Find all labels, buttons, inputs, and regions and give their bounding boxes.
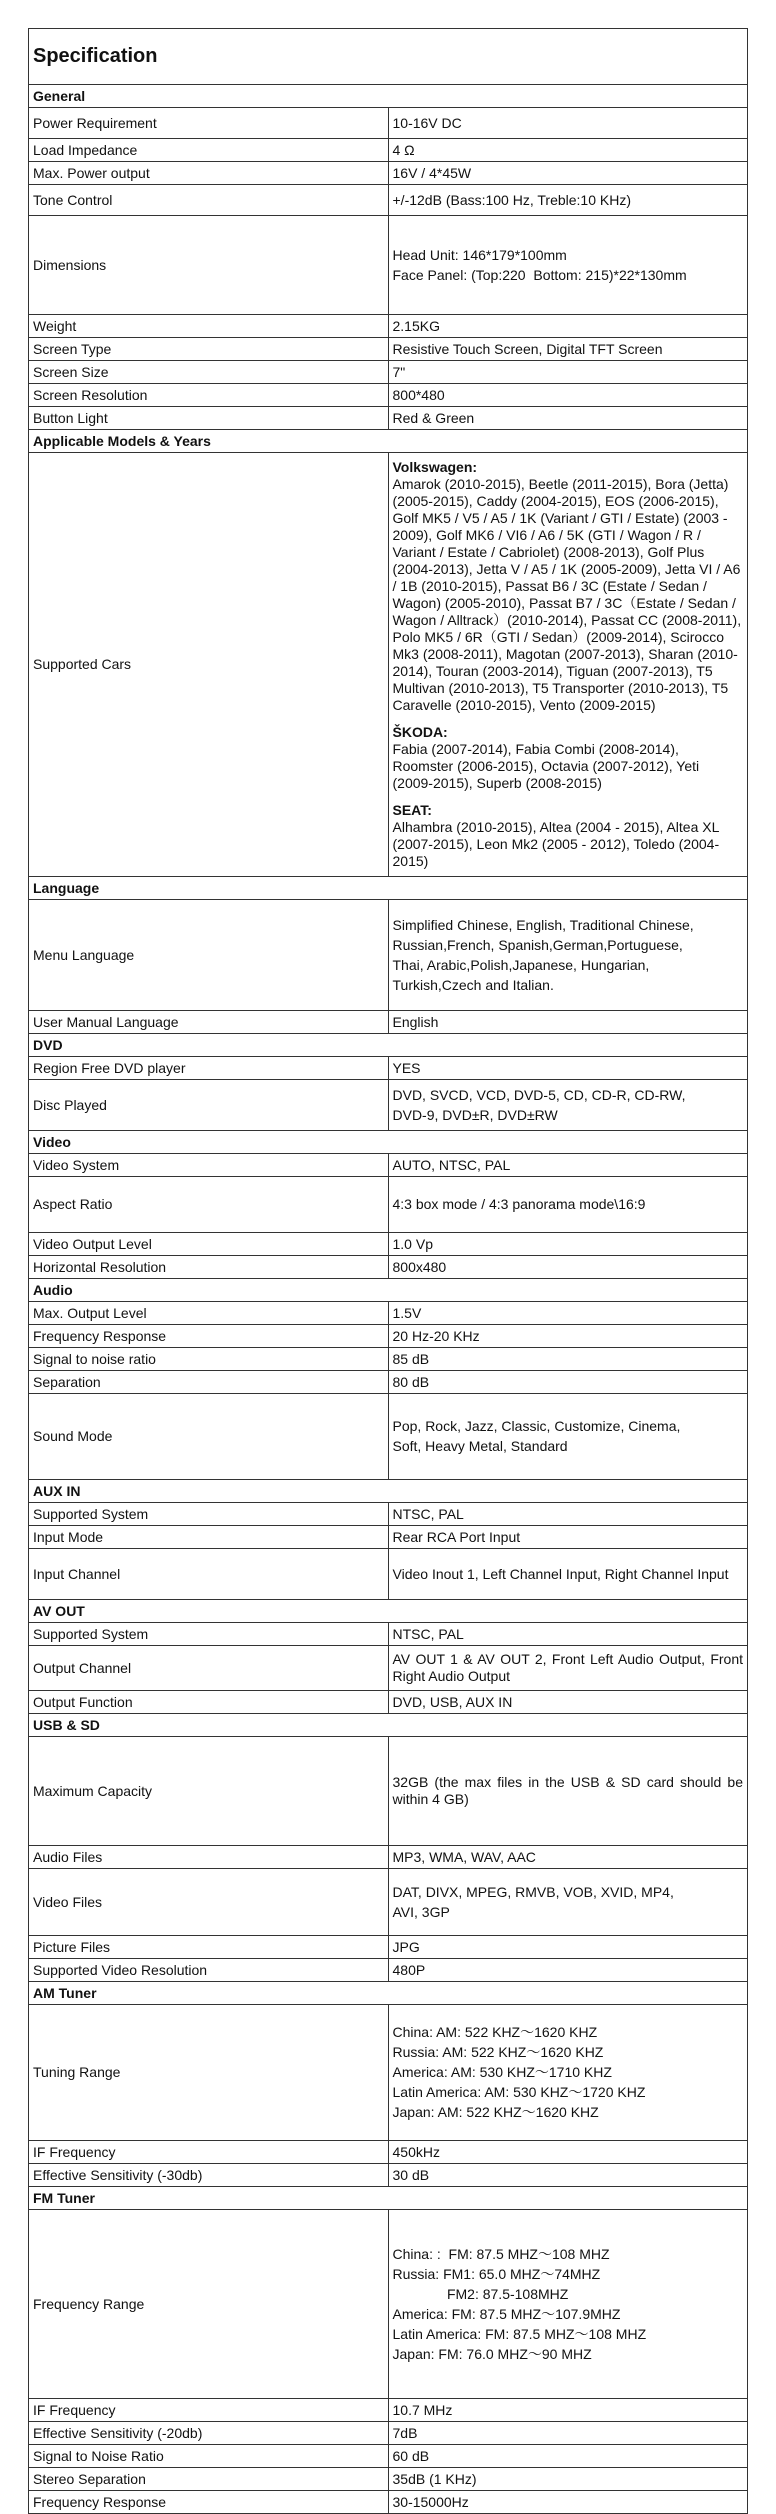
- spec-value-line: Soft, Heavy Metal, Standard: [392, 1438, 568, 1454]
- section-heading: Video: [29, 1131, 748, 1154]
- spec-value: [388, 1011, 748, 1034]
- spec-value-line: AVI, 3GP: [392, 1903, 450, 1920]
- spec-label: Separation: [29, 1371, 389, 1394]
- spec-row: [29, 185, 748, 216]
- spec-label: Screen Resolution: [29, 384, 389, 407]
- spec-row: [29, 108, 748, 139]
- spec-row: [29, 2468, 748, 2491]
- spec-row: [29, 453, 748, 877]
- spec-value: [388, 1623, 748, 1646]
- spec-label: Input Mode: [29, 1526, 389, 1549]
- spec-value: [388, 1080, 748, 1131]
- spec-value-line: 800x480: [392, 1258, 447, 1275]
- spec-row: [29, 1549, 748, 1600]
- spec-value-line: 60 dB: [392, 2447, 430, 2464]
- spec-label: Disc Played: [29, 1080, 389, 1131]
- spec-value-line: 7dB: [392, 2424, 418, 2441]
- spec-value-line: Pop, Rock, Jazz, Classic, Customize, Cinema,: [392, 1418, 681, 1434]
- section-row: [29, 1600, 748, 1623]
- section-heading: AUX IN: [29, 1480, 748, 1503]
- spec-label: Frequency Response: [29, 2491, 389, 2514]
- spec-value-line: Red & Green: [392, 409, 475, 426]
- spec-row: [29, 1691, 748, 1714]
- spec-value: [388, 1325, 748, 1348]
- spec-value-line: China: AM: 522 KHZ～1620 KHZ: [392, 2024, 598, 2040]
- spec-value-line: JPG: [392, 1938, 420, 1955]
- spec-row: [29, 1302, 748, 1325]
- spec-value-line: 85 dB: [392, 1350, 430, 1367]
- spec-value-line: Russia: AM: 522 KHZ～1620 KHZ: [392, 2044, 604, 2060]
- spec-value-line: English: [392, 1013, 439, 1030]
- car-model-list: Amarok (2010-2015), Beetle (2011-2015), Bora (Jetta) (2005-2015), Caddy (2004-2015), EOS (2006-2015), Golf MK5 / V5 / A5 / 1K (Variant / GTI / Estate) (2003 - 2009), Golf MK6 / VI6 / A6 / 5K (GTI / Wagon / R / Variant / Estate / Cabriolet) (2008-2013), Golf Plus (2004-2013), Jetta V / A5 / 1K (2005-2009), Jetta VI / A6 / 1B (2010-2015), Passat B6 / 3C (Estate / Sedan / Wagon) (2005-2010), Passat B7 / 3C（Estate / Sedan / Wagon / Alltrack）(2010-2014), Passat CC (2008-2011), Polo MK5 / 6R（GTI / Sedan）(2009-2014), Scirocco Mk3 (2008-2011), Magotan (2007-2013), Sharan (2010-2014), Touran (2003-2014), Tiguan (2007-2013), T5 Multivan (2010-2013), T5 Transporter (2010-2013), T5 Caravelle (2010-2015), Vento (2009-2015): [392, 476, 742, 713]
- spec-value: [388, 2164, 748, 2187]
- spec-value-line: Face Panel: (Top:220 Bottom: 215)*22*130mm: [392, 266, 687, 283]
- spec-value: [388, 361, 748, 384]
- spec-label: Signal to Noise Ratio: [29, 2445, 389, 2468]
- spec-value: [388, 2422, 748, 2445]
- spec-value-line: Japan: FM: 76.0 MHZ～90 MHZ: [392, 2345, 592, 2362]
- spec-row: [29, 1057, 748, 1080]
- spec-row: [29, 1371, 748, 1394]
- spec-value: [388, 162, 748, 185]
- car-brand: SEAT:: [392, 802, 432, 818]
- spec-row: [29, 384, 748, 407]
- spec-value-line: 32GB (the max files in the USB & SD card should be within 4 GB): [392, 1774, 743, 1807]
- spec-row: [29, 1348, 748, 1371]
- spec-value-line: DVD, USB, AUX IN: [392, 1693, 513, 1710]
- spec-label: Load Impedance: [29, 139, 389, 162]
- section-heading: Applicable Models & Years: [29, 430, 748, 453]
- section-row: [29, 2187, 748, 2210]
- spec-label: Effective Sensitivity (-30db): [29, 2164, 389, 2187]
- spec-value: [388, 1869, 748, 1936]
- spec-value-line: 2.15KG: [392, 317, 440, 334]
- spec-row: [29, 2445, 748, 2468]
- spec-value: [388, 1256, 748, 1279]
- spec-value-line: MP3, WMA, WAV, AAC: [392, 1848, 536, 1865]
- spec-row: [29, 1080, 748, 1131]
- spec-label: Supported System: [29, 1503, 389, 1526]
- spec-label: Stereo Separation: [29, 2468, 389, 2491]
- spec-value: [388, 1177, 748, 1233]
- spec-row: [29, 315, 748, 338]
- spec-value: [388, 900, 748, 1011]
- spec-label: Supported System: [29, 1623, 389, 1646]
- spec-row: [29, 216, 748, 315]
- spec-label: Region Free DVD player: [29, 1057, 389, 1080]
- spec-row: [29, 1325, 748, 1348]
- spec-label: Video System: [29, 1154, 389, 1177]
- section-row: [29, 1982, 748, 2005]
- spec-value-line: AV OUT 1 & AV OUT 2, Front Left Audio Output, Front Right Audio Output: [392, 1651, 743, 1684]
- section-heading: Audio: [29, 1279, 748, 1302]
- spec-value-line: Latin America: FM: 87.5 MHZ～108 MHZ: [392, 2325, 647, 2342]
- spec-value: [388, 2141, 748, 2164]
- spec-label: Supported Video Resolution: [29, 1959, 389, 1982]
- spec-label: IF Frequency: [29, 2399, 389, 2422]
- spec-value-line: 4 Ω: [392, 141, 415, 158]
- spec-label: Weight: [29, 315, 389, 338]
- spec-label: Frequency Range: [29, 2210, 389, 2399]
- spec-row: [29, 1526, 748, 1549]
- spec-value: [388, 1503, 748, 1526]
- spec-value: [388, 2210, 748, 2399]
- spec-value-line: Turkish,Czech and Italian.: [392, 976, 554, 993]
- spec-value: [388, 1348, 748, 1371]
- spec-row: [29, 1233, 748, 1256]
- spec-label: Sound Mode: [29, 1394, 389, 1480]
- spec-value: [388, 1646, 748, 1691]
- spec-value: [388, 1057, 748, 1080]
- car-model-list: Alhambra (2010-2015), Altea (2004 - 2015), Altea XL (2007-2015), Leon Mk2 (2005 - 2012), Toledo (2004-2015): [392, 819, 720, 869]
- spec-value: [388, 2399, 748, 2422]
- spec-value: [388, 315, 748, 338]
- spec-row: [29, 1154, 748, 1177]
- spec-row: [29, 2141, 748, 2164]
- spec-row: [29, 1936, 748, 1959]
- spec-value: [388, 1691, 748, 1714]
- spec-value-line: 1.5V: [392, 1304, 422, 1321]
- spec-value-line: 800*480: [392, 386, 445, 403]
- spec-row: [29, 1177, 748, 1233]
- spec-row: [29, 2399, 748, 2422]
- spec-value: [388, 1737, 748, 1846]
- section-heading: General: [29, 85, 748, 108]
- spec-value-line: 480P: [392, 1961, 426, 1978]
- section-row: [29, 1480, 748, 1503]
- spec-value-line: Resistive Touch Screen, Digital TFT Screen: [392, 340, 663, 357]
- spec-value: [388, 2445, 748, 2468]
- spec-value-line: 450kHz: [392, 2143, 440, 2160]
- spec-label: Picture Files: [29, 1936, 389, 1959]
- spec-value: [388, 216, 748, 315]
- spec-value-line: 80 dB: [392, 1373, 430, 1390]
- spec-label: Frequency Response: [29, 1325, 389, 1348]
- section-row: [29, 1131, 748, 1154]
- spec-label: Signal to noise ratio: [29, 1348, 389, 1371]
- spec-value-line: +/-12dB (Bass:100 Hz, Treble:10 KHz): [392, 191, 631, 208]
- spec-value-line: Japan: AM: 522 KHZ～1620 KHZ: [392, 2104, 599, 2120]
- spec-label: Output Channel: [29, 1646, 389, 1691]
- spec-value: [388, 1549, 748, 1600]
- spec-label: Button Light: [29, 407, 389, 430]
- spec-value-line: NTSC, PAL: [392, 1625, 464, 1642]
- spec-value: [388, 2005, 748, 2141]
- spec-value: [388, 407, 748, 430]
- spec-value-line: 20 Hz-20 KHz: [392, 1327, 480, 1344]
- spec-row: [29, 1011, 748, 1034]
- spec-value-line: FM2: 87.5-108MHZ: [392, 2285, 569, 2302]
- title-row: [29, 29, 748, 85]
- spec-value: [388, 1846, 748, 1869]
- spec-value-line: 16V / 4*45W: [392, 164, 472, 181]
- spec-value: [388, 384, 748, 407]
- spec-value: [388, 1959, 748, 1982]
- spec-value-line: America: AM: 530 KHZ～1710 KHZ: [392, 2064, 612, 2080]
- spec-value: [388, 1302, 748, 1325]
- spec-label: Max. Power output: [29, 162, 389, 185]
- spec-value: [388, 1371, 748, 1394]
- section-heading: FM Tuner: [29, 2187, 748, 2210]
- spec-label: User Manual Language: [29, 1011, 389, 1034]
- spec-value-line: Rear RCA Port Input: [392, 1528, 521, 1545]
- section-heading: DVD: [29, 1034, 748, 1057]
- spec-value: [388, 1936, 748, 1959]
- spec-value-line: DVD, SVCD, VCD, DVD-5, CD, CD-R, CD-RW,: [392, 1086, 686, 1103]
- car-brand: ŠKODA:: [392, 724, 448, 740]
- spec-value-line: Russia: FM1: 65.0 MHZ～74MHZ: [392, 2265, 601, 2282]
- spec-label: Screen Type: [29, 338, 389, 361]
- spec-label: Screen Size: [29, 361, 389, 384]
- spec-label: Tuning Range: [29, 2005, 389, 2141]
- specification-table: [28, 28, 748, 2514]
- spec-row: [29, 162, 748, 185]
- spec-label: Supported Cars: [29, 453, 389, 877]
- spec-label: Horizontal Resolution: [29, 1256, 389, 1279]
- spec-value-line: Head Unit: 146*179*100mm: [392, 246, 567, 263]
- section-row: [29, 877, 748, 900]
- spec-row: [29, 2164, 748, 2187]
- spec-value: [388, 1154, 748, 1177]
- spec-row: [29, 1959, 748, 1982]
- spec-row: [29, 1869, 748, 1936]
- spec-label: Menu Language: [29, 900, 389, 1011]
- spec-value-line: 10-16V DC: [392, 114, 462, 131]
- spec-value: [388, 1233, 748, 1256]
- spec-label: Dimensions: [29, 216, 389, 315]
- spec-row: [29, 900, 748, 1011]
- spec-label: Maximum Capacity: [29, 1737, 389, 1846]
- spec-row: [29, 139, 748, 162]
- spec-value-line: Latin America: AM: 530 KHZ～1720 KHZ: [392, 2084, 646, 2100]
- section-row: [29, 1714, 748, 1737]
- section-heading: AM Tuner: [29, 1982, 748, 2005]
- spec-label: Tone Control: [29, 185, 389, 216]
- spec-value-line: DVD-9, DVD±R, DVD±RW: [392, 1106, 558, 1123]
- spec-value-line: NTSC, PAL: [392, 1505, 464, 1522]
- spec-label: Input Channel: [29, 1549, 389, 1600]
- spec-row: [29, 1646, 748, 1691]
- spec-row: [29, 1846, 748, 1869]
- spec-value: [388, 338, 748, 361]
- spec-value: [388, 185, 748, 216]
- spec-value-line: 4:3 box mode / 4:3 panorama mode\16:9: [392, 1196, 646, 1212]
- spec-value-line: DAT, DIVX, MPEG, RMVB, VOB, XVID, MP4,: [392, 1883, 674, 1900]
- spec-row: [29, 1623, 748, 1646]
- spec-value: [388, 108, 748, 139]
- spec-value-line: Thai, Arabic,Polish,Japanese, Hungarian,: [392, 956, 650, 973]
- spec-value: [388, 139, 748, 162]
- section-heading: AV OUT: [29, 1600, 748, 1623]
- spec-row: [29, 407, 748, 430]
- spec-label: Aspect Ratio: [29, 1177, 389, 1233]
- spec-value-line: Russian,French, Spanish,German,Portuguese,: [392, 936, 683, 953]
- section-row: [29, 1279, 748, 1302]
- spec-row: [29, 338, 748, 361]
- spec-value: [388, 2491, 748, 2514]
- spec-value-line: Video Inout 1, Left Channel Input, Right Channel Input: [392, 1565, 729, 1582]
- car-model-list: Fabia (2007-2014), Fabia Combi (2008-2014), Roomster (2006-2015), Octavia (2007-2012), Yeti (2009-2015), Superb (2008-2015): [392, 741, 700, 791]
- spec-value-line: 30-15000Hz: [392, 2493, 469, 2510]
- spec-row: [29, 1256, 748, 1279]
- spec-row: [29, 1503, 748, 1526]
- spec-value-line: America: FM: 87.5 MHZ～107.9MHZ: [392, 2305, 621, 2322]
- spec-value-line: YES: [392, 1059, 421, 1076]
- section-row: [29, 1034, 748, 1057]
- page-title: Specification: [29, 29, 748, 85]
- spec-value-line: 7": [392, 363, 406, 380]
- spec-value-line: AUTO, NTSC, PAL: [392, 1156, 511, 1173]
- spec-value: [388, 1394, 748, 1480]
- spec-row: [29, 361, 748, 384]
- spec-value-line: 10.7 MHz: [392, 2401, 453, 2418]
- spec-label: Video Files: [29, 1869, 389, 1936]
- spec-row: [29, 2005, 748, 2141]
- spec-label: Max. Output Level: [29, 1302, 389, 1325]
- spec-row: [29, 1737, 748, 1846]
- section-heading: Language: [29, 877, 748, 900]
- spec-value-line: 35dB (1 KHz): [392, 2470, 477, 2487]
- spec-value: [388, 2468, 748, 2491]
- spec-row: [29, 2210, 748, 2399]
- spec-value: [388, 453, 748, 877]
- spec-row: [29, 2491, 748, 2514]
- spec-label: Audio Files: [29, 1846, 389, 1869]
- section-row: [29, 430, 748, 453]
- section-row: [29, 85, 748, 108]
- spec-value-line: 1.0 Vp: [392, 1235, 433, 1252]
- spec-label: Video Output Level: [29, 1233, 389, 1256]
- spec-label: Effective Sensitivity (-20db): [29, 2422, 389, 2445]
- spec-label: Output Function: [29, 1691, 389, 1714]
- spec-label: Power Requirement: [29, 108, 389, 139]
- car-brand: Volkswagen:: [392, 459, 478, 475]
- spec-value-line: Simplified Chinese, English, Traditional Chinese,: [392, 916, 694, 933]
- spec-value: [388, 1526, 748, 1549]
- section-heading: USB & SD: [29, 1714, 748, 1737]
- spec-value-line: 30 dB: [392, 2166, 430, 2183]
- spec-value-line: China: : FM: 87.5 MHZ～108 MHZ: [392, 2245, 610, 2262]
- spec-row: [29, 2422, 748, 2445]
- spec-label: IF Frequency: [29, 2141, 389, 2164]
- specification-body: [29, 29, 748, 2514]
- spec-row: [29, 1394, 748, 1480]
